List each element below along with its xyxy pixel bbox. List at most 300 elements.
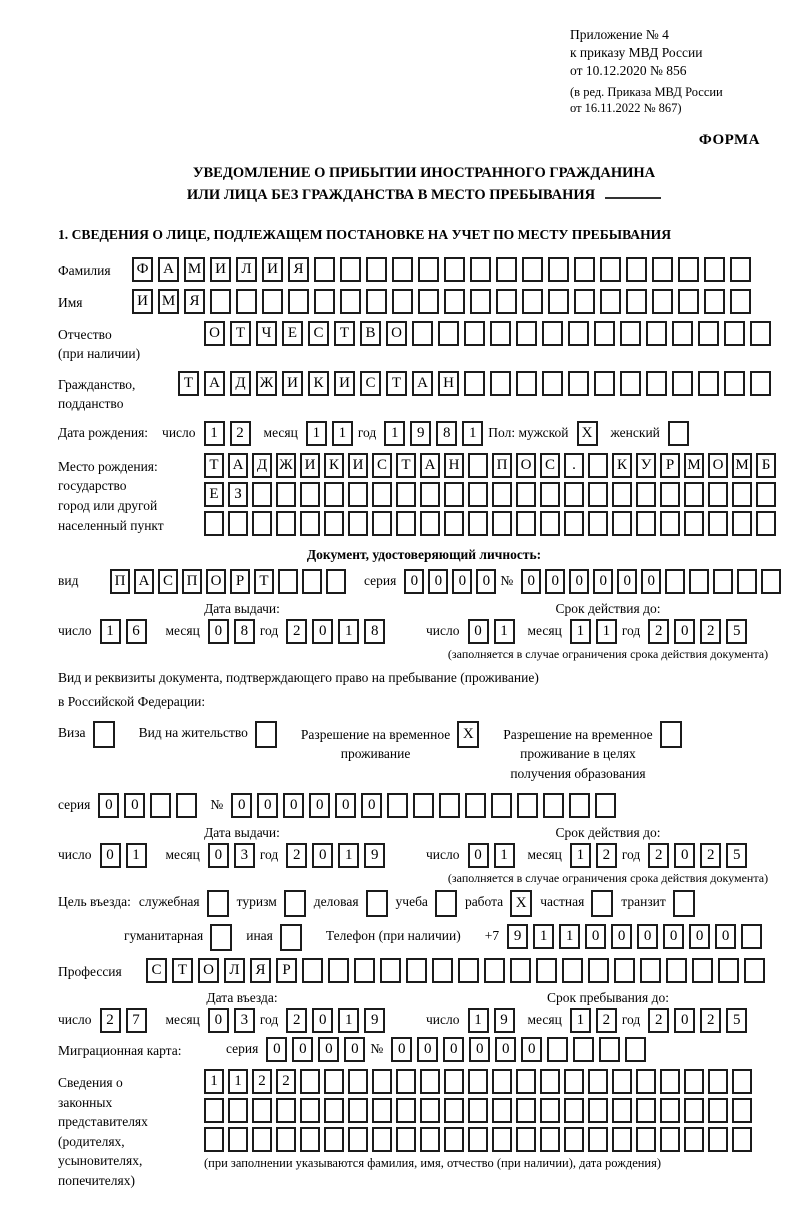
char-cell[interactable]: Б [756,453,776,478]
char-cell[interactable]: Т [254,569,274,594]
char-cell[interactable]: 1 [570,619,591,644]
char-cell[interactable] [612,482,632,507]
char-cell[interactable] [684,1069,704,1094]
char-cell[interactable] [492,511,512,536]
char-cell[interactable]: И [210,257,231,282]
char-cell[interactable] [732,1127,752,1152]
char-cell[interactable] [665,569,685,594]
char-cell[interactable] [288,289,309,314]
char-cell[interactable]: 1 [533,924,554,949]
char-cell[interactable]: И [334,371,355,396]
char-cell[interactable]: 0 [585,924,606,949]
char-cell[interactable] [761,569,781,594]
char-cell[interactable] [276,482,296,507]
char-cell[interactable] [302,569,322,594]
char-cell[interactable] [340,289,361,314]
char-cell[interactable] [652,257,673,282]
char-cell[interactable] [612,1127,632,1152]
char-cell[interactable] [465,793,486,818]
purpose-commercial-checkbox[interactable] [366,890,388,917]
char-cell[interactable] [468,1098,488,1123]
char-cell[interactable] [594,321,615,346]
char-cell[interactable] [708,482,728,507]
char-cell[interactable]: 0 [100,843,121,868]
char-cell[interactable] [737,569,757,594]
char-cell[interactable] [348,1098,368,1123]
char-cell[interactable] [204,1127,224,1152]
char-cell[interactable] [574,289,595,314]
purpose-private-checkbox[interactable] [591,890,613,917]
char-cell[interactable]: О [516,453,536,478]
char-cell[interactable]: 1 [462,421,483,446]
char-cell[interactable]: У [636,453,656,478]
char-cell[interactable]: Е [282,321,303,346]
char-cell[interactable] [573,1037,594,1062]
char-cell[interactable]: 0 [318,1037,339,1062]
char-cell[interactable]: 0 [312,1008,333,1033]
char-cell[interactable] [522,289,543,314]
char-cell[interactable] [564,511,584,536]
char-cell[interactable]: О [708,453,728,478]
char-cell[interactable] [314,257,335,282]
char-cell[interactable] [626,289,647,314]
char-cell[interactable]: Н [438,371,459,396]
char-cell[interactable] [366,257,387,282]
char-cell[interactable]: А [228,453,248,478]
char-cell[interactable]: 2 [596,1008,617,1033]
char-cell[interactable]: 0 [468,843,489,868]
char-cell[interactable] [326,569,346,594]
char-cell[interactable] [406,958,427,983]
char-cell[interactable] [652,289,673,314]
char-cell[interactable]: 5 [726,619,747,644]
char-cell[interactable] [492,1098,512,1123]
char-cell[interactable] [516,371,537,396]
char-cell[interactable]: 0 [545,569,565,594]
char-cell[interactable] [666,958,687,983]
char-cell[interactable] [732,1069,752,1094]
char-cell[interactable] [547,1037,568,1062]
char-cell[interactable] [340,257,361,282]
char-cell[interactable] [412,321,433,346]
char-cell[interactable] [510,958,531,983]
char-cell[interactable]: С [146,958,167,983]
char-cell[interactable]: 0 [98,793,119,818]
char-cell[interactable] [564,1069,584,1094]
char-cell[interactable] [684,1127,704,1152]
char-cell[interactable] [540,1098,560,1123]
char-cell[interactable] [744,958,765,983]
char-cell[interactable] [756,482,776,507]
char-cell[interactable] [252,482,272,507]
char-cell[interactable]: И [132,289,153,314]
char-cell[interactable] [636,1069,656,1094]
char-cell[interactable] [516,1127,536,1152]
char-cell[interactable]: К [308,371,329,396]
char-cell[interactable] [496,289,517,314]
visa-checkbox[interactable] [93,721,115,748]
char-cell[interactable] [708,511,728,536]
char-cell[interactable] [536,958,557,983]
char-cell[interactable] [568,371,589,396]
char-cell[interactable] [588,1069,608,1094]
char-cell[interactable] [252,1127,272,1152]
char-cell[interactable] [612,511,632,536]
char-cell[interactable] [444,482,464,507]
char-cell[interactable] [490,371,511,396]
char-cell[interactable] [704,289,725,314]
char-cell[interactable]: О [198,958,219,983]
char-cell[interactable] [420,511,440,536]
char-cell[interactable]: Ч [256,321,277,346]
char-cell[interactable]: 0 [443,1037,464,1062]
char-cell[interactable] [564,1127,584,1152]
char-cell[interactable]: Д [252,453,272,478]
char-cell[interactable] [300,482,320,507]
char-cell[interactable]: К [612,453,632,478]
char-cell[interactable]: 2 [286,619,307,644]
char-cell[interactable] [704,257,725,282]
char-cell[interactable]: Ж [276,453,296,478]
char-cell[interactable] [276,1127,296,1152]
char-cell[interactable] [692,958,713,983]
char-cell[interactable] [348,1069,368,1094]
char-cell[interactable]: 1 [338,843,359,868]
char-cell[interactable]: Я [250,958,271,983]
char-cell[interactable] [625,1037,646,1062]
char-cell[interactable]: П [492,453,512,478]
char-cell[interactable] [413,793,434,818]
char-cell[interactable] [660,482,680,507]
char-cell[interactable]: 2 [700,843,721,868]
char-cell[interactable] [708,1069,728,1094]
char-cell[interactable] [588,511,608,536]
char-cell[interactable]: А [412,371,433,396]
char-cell[interactable]: Я [288,257,309,282]
char-cell[interactable] [420,482,440,507]
char-cell[interactable] [708,1098,728,1123]
char-cell[interactable]: А [204,371,225,396]
char-cell[interactable] [252,1098,272,1123]
char-cell[interactable] [516,1098,536,1123]
char-cell[interactable] [496,257,517,282]
char-cell[interactable]: 0 [452,569,472,594]
char-cell[interactable] [396,511,416,536]
char-cell[interactable] [684,1098,704,1123]
char-cell[interactable] [228,511,248,536]
char-cell[interactable] [300,1127,320,1152]
char-cell[interactable]: 1 [338,1008,359,1033]
char-cell[interactable]: Т [178,371,199,396]
char-cell[interactable] [640,958,661,983]
char-cell[interactable] [420,1069,440,1094]
char-cell[interactable] [324,1127,344,1152]
purpose-humanitarian-checkbox[interactable] [210,924,232,951]
char-cell[interactable] [516,511,536,536]
char-cell[interactable] [564,1098,584,1123]
char-cell[interactable]: 3 [234,843,255,868]
char-cell[interactable]: 7 [126,1008,147,1033]
char-cell[interactable] [684,482,704,507]
char-cell[interactable]: И [282,371,303,396]
char-cell[interactable] [730,289,751,314]
char-cell[interactable] [420,1127,440,1152]
char-cell[interactable] [328,958,349,983]
char-cell[interactable] [730,257,751,282]
char-cell[interactable]: 1 [338,619,359,644]
char-cell[interactable]: 0 [521,1037,542,1062]
char-cell[interactable]: 2 [276,1069,296,1094]
char-cell[interactable]: 1 [306,421,327,446]
char-cell[interactable]: А [420,453,440,478]
char-cell[interactable] [750,321,771,346]
char-cell[interactable] [620,321,641,346]
char-cell[interactable] [574,257,595,282]
char-cell[interactable] [614,958,635,983]
char-cell[interactable] [252,511,272,536]
char-cell[interactable]: 9 [494,1008,515,1033]
char-cell[interactable] [392,257,413,282]
char-cell[interactable]: 1 [468,1008,489,1033]
purpose-transit-checkbox[interactable] [673,890,695,917]
char-cell[interactable]: С [372,453,392,478]
char-cell[interactable]: 2 [700,1008,721,1033]
char-cell[interactable]: 0 [344,1037,365,1062]
char-cell[interactable] [540,511,560,536]
char-cell[interactable]: М [184,257,205,282]
char-cell[interactable] [438,321,459,346]
char-cell[interactable] [540,1069,560,1094]
char-cell[interactable] [732,1098,752,1123]
char-cell[interactable] [439,793,460,818]
char-cell[interactable]: 0 [637,924,658,949]
char-cell[interactable] [468,1127,488,1152]
char-cell[interactable] [484,958,505,983]
char-cell[interactable]: И [348,453,368,478]
char-cell[interactable]: 6 [126,619,147,644]
char-cell[interactable]: 0 [231,793,252,818]
char-cell[interactable]: Р [230,569,250,594]
char-cell[interactable]: 0 [124,793,145,818]
char-cell[interactable] [599,1037,620,1062]
char-cell[interactable]: 1 [332,421,353,446]
char-cell[interactable]: А [134,569,154,594]
char-cell[interactable] [204,1098,224,1123]
char-cell[interactable] [564,482,584,507]
char-cell[interactable] [660,1069,680,1094]
char-cell[interactable] [678,257,699,282]
char-cell[interactable]: 0 [208,1008,229,1033]
char-cell[interactable]: Е [204,482,224,507]
char-cell[interactable] [568,321,589,346]
char-cell[interactable]: 0 [208,843,229,868]
char-cell[interactable]: И [262,257,283,282]
char-cell[interactable] [468,453,488,478]
char-cell[interactable] [636,511,656,536]
char-cell[interactable] [516,321,537,346]
char-cell[interactable] [678,289,699,314]
char-cell[interactable] [302,958,323,983]
char-cell[interactable]: П [110,569,130,594]
char-cell[interactable] [278,569,298,594]
char-cell[interactable] [595,793,616,818]
char-cell[interactable]: 0 [468,619,489,644]
char-cell[interactable]: 0 [312,843,333,868]
char-cell[interactable] [724,371,745,396]
char-cell[interactable]: 0 [663,924,684,949]
char-cell[interactable] [372,482,392,507]
char-cell[interactable] [548,289,569,314]
char-cell[interactable]: 2 [596,843,617,868]
char-cell[interactable]: 1 [596,619,617,644]
char-cell[interactable] [444,289,465,314]
char-cell[interactable] [228,1098,248,1123]
char-cell[interactable]: 1 [570,843,591,868]
char-cell[interactable] [732,482,752,507]
char-cell[interactable]: 9 [364,1008,385,1033]
char-cell[interactable]: 0 [617,569,637,594]
char-cell[interactable] [392,289,413,314]
char-cell[interactable]: 1 [559,924,580,949]
char-cell[interactable] [468,482,488,507]
char-cell[interactable] [517,793,538,818]
char-cell[interactable]: С [158,569,178,594]
char-cell[interactable]: З [228,482,248,507]
char-cell[interactable] [348,511,368,536]
char-cell[interactable]: 9 [507,924,528,949]
char-cell[interactable]: 0 [674,843,695,868]
char-cell[interactable]: 0 [266,1037,287,1062]
char-cell[interactable]: М [732,453,752,478]
gender-female-checkbox[interactable] [668,421,689,446]
char-cell[interactable]: Т [396,453,416,478]
char-cell[interactable] [324,482,344,507]
purpose-tourism-checkbox[interactable] [284,890,306,917]
char-cell[interactable] [470,257,491,282]
char-cell[interactable] [324,1098,344,1123]
char-cell[interactable]: Л [236,257,257,282]
char-cell[interactable]: 0 [309,793,330,818]
char-cell[interactable]: 8 [364,619,385,644]
char-cell[interactable]: 0 [312,619,333,644]
char-cell[interactable]: С [540,453,560,478]
char-cell[interactable] [380,958,401,983]
char-cell[interactable]: 5 [726,1008,747,1033]
char-cell[interactable] [540,1127,560,1152]
char-cell[interactable] [444,257,465,282]
char-cell[interactable] [464,321,485,346]
char-cell[interactable]: 0 [593,569,613,594]
char-cell[interactable]: . [564,453,584,478]
char-cell[interactable]: 2 [648,1008,669,1033]
char-cell[interactable] [540,482,560,507]
char-cell[interactable] [713,569,733,594]
char-cell[interactable]: 1 [228,1069,248,1094]
char-cell[interactable] [594,371,615,396]
char-cell[interactable] [210,289,231,314]
char-cell[interactable]: 2 [230,421,251,446]
char-cell[interactable]: Д [230,371,251,396]
char-cell[interactable] [491,793,512,818]
temp-residence-checkbox[interactable]: X [457,721,479,748]
char-cell[interactable] [646,321,667,346]
char-cell[interactable]: 0 [476,569,496,594]
char-cell[interactable] [543,793,564,818]
char-cell[interactable] [300,1069,320,1094]
char-cell[interactable] [600,257,621,282]
char-cell[interactable]: 1 [204,1069,224,1094]
char-cell[interactable] [372,1098,392,1123]
char-cell[interactable]: Р [276,958,297,983]
char-cell[interactable] [718,958,739,983]
char-cell[interactable]: 0 [674,619,695,644]
char-cell[interactable] [468,511,488,536]
char-cell[interactable] [620,371,641,396]
char-cell[interactable] [626,257,647,282]
char-cell[interactable]: 2 [648,619,669,644]
char-cell[interactable]: О [204,321,225,346]
char-cell[interactable]: С [308,321,329,346]
char-cell[interactable]: Т [230,321,251,346]
char-cell[interactable] [724,321,745,346]
char-cell[interactable] [548,257,569,282]
char-cell[interactable]: 2 [700,619,721,644]
char-cell[interactable] [468,1069,488,1094]
char-cell[interactable]: 0 [715,924,736,949]
char-cell[interactable] [542,371,563,396]
char-cell[interactable] [262,289,283,314]
char-cell[interactable] [490,321,511,346]
char-cell[interactable]: 0 [361,793,382,818]
char-cell[interactable]: 0 [292,1037,313,1062]
char-cell[interactable] [444,1069,464,1094]
char-cell[interactable] [324,511,344,536]
char-cell[interactable] [418,289,439,314]
temp-residence-education-checkbox[interactable] [660,721,682,748]
char-cell[interactable] [708,1127,728,1152]
char-cell[interactable]: 0 [689,924,710,949]
char-cell[interactable] [314,289,335,314]
char-cell[interactable] [458,958,479,983]
char-cell[interactable]: Т [334,321,355,346]
char-cell[interactable] [756,511,776,536]
char-cell[interactable]: М [158,289,179,314]
char-cell[interactable] [636,1098,656,1123]
char-cell[interactable] [300,1098,320,1123]
char-cell[interactable]: А [158,257,179,282]
char-cell[interactable] [420,1098,440,1123]
char-cell[interactable] [432,958,453,983]
char-cell[interactable]: 0 [569,569,589,594]
char-cell[interactable]: 0 [674,1008,695,1033]
char-cell[interactable] [698,371,719,396]
char-cell[interactable]: 1 [384,421,405,446]
char-cell[interactable]: 0 [391,1037,412,1062]
char-cell[interactable]: 0 [469,1037,490,1062]
purpose-other-checkbox[interactable] [280,924,302,951]
char-cell[interactable]: 1 [204,421,225,446]
char-cell[interactable]: 1 [570,1008,591,1033]
char-cell[interactable] [470,289,491,314]
char-cell[interactable] [492,1069,512,1094]
char-cell[interactable] [366,289,387,314]
char-cell[interactable] [464,371,485,396]
purpose-work-checkbox[interactable]: X [510,890,532,917]
char-cell[interactable]: Т [204,453,224,478]
char-cell[interactable] [660,1098,680,1123]
char-cell[interactable] [444,511,464,536]
char-cell[interactable] [689,569,709,594]
